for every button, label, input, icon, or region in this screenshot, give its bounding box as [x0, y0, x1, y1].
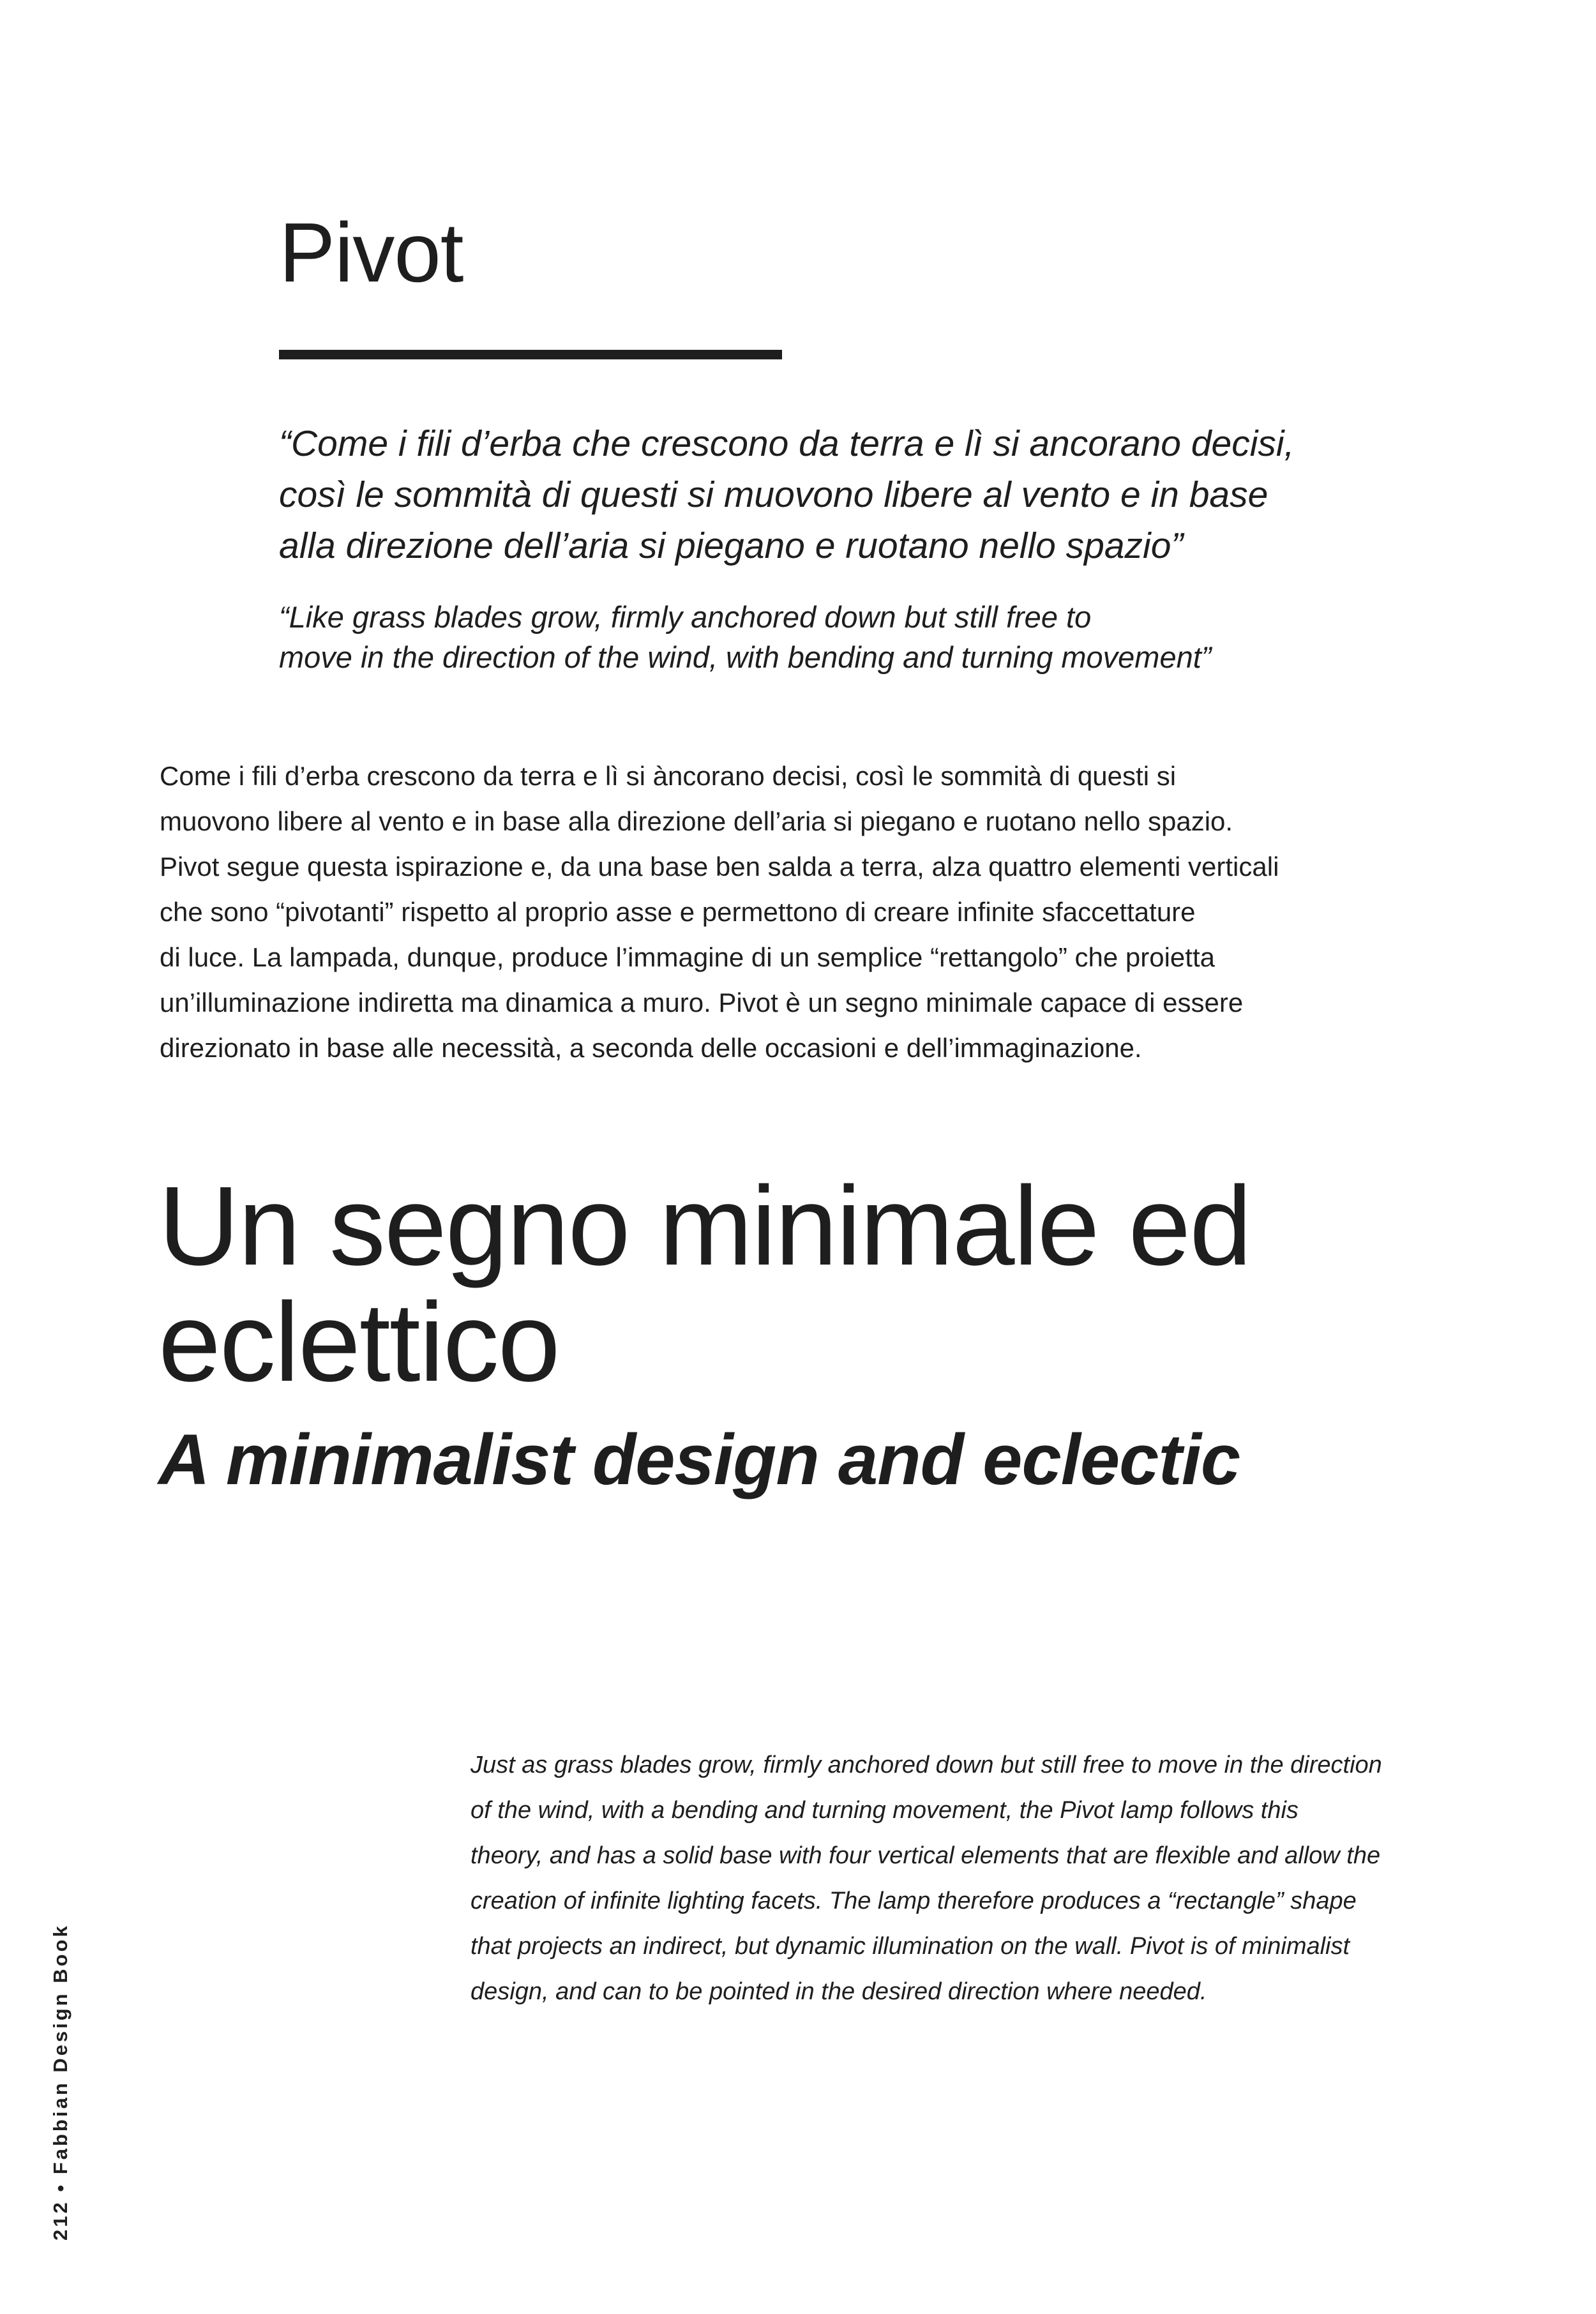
english-quote: [279, 597, 1428, 677]
page-title: Pivot: [279, 206, 463, 299]
title-underline: [279, 350, 782, 359]
italian-body-line: Pivot segue questa ispirazione e, da una base ben salda a terra, alza quattro elementi verticali: [160, 852, 1279, 882]
italian-body-line: di luce. La lampada, dunque, produce l’immagine di un semplice “rettangolo” che proietta: [160, 942, 1215, 972]
english-body-line: that projects an indirect, but dynamic illumination on the wall. Pivot is of minimalist: [471, 1933, 1350, 1960]
english-body-line: of the wind, with a bending and turning movement, the Pivot lamp follows this: [471, 1797, 1299, 1824]
english-body-line: design, and can to be pointed in the desired direction where needed.: [471, 1978, 1207, 2005]
italian-body-line: direzionato in base alle necessità, a seconda delle occasioni e dell’immaginazione.: [160, 1033, 1142, 1063]
italian-quote: [279, 418, 1428, 571]
english-body-line: creation of infinite lighting facets. The lamp therefore produces a “rectangle” shape: [471, 1888, 1357, 1914]
italian-body-line: che sono “pivotanti” rispetto al proprio asse e permettono di creare infinite sfaccettature: [160, 897, 1196, 927]
italian-body-text: [160, 753, 1468, 1071]
english-body-text: [471, 1743, 1492, 2015]
italian-quote-line: così le sommità di questi si muovono libere al vento e in base: [279, 474, 1269, 515]
italian-body-line: Come i fili d’erba crescono da terra e lì si àncorano decisi, così le sommità di questi si: [160, 761, 1177, 791]
english-body-line: theory, and has a solid base with four vertical elements that are flexible and allow the: [471, 1842, 1381, 1869]
section-heading-line: Un segno minimale ed: [158, 1164, 1251, 1289]
english-quote-line: “Like grass blades grow, firmly anchored down but still free to: [279, 600, 1092, 634]
page-folio: 212 • Fabbian Design Book: [49, 1923, 72, 2241]
section-heading: [158, 1164, 1563, 1405]
italian-quote-line: “Come i fili d’erba che crescono da terra e lì si ancorano decisi,: [279, 423, 1295, 464]
english-quote-line: move in the direction of the wind, with bending and turning movement”: [279, 640, 1212, 674]
italian-body-line: un’illuminazione indiretta ma dinamica a muro. Pivot è un segno minimale capace di essere: [160, 988, 1244, 1018]
section-subheading: A minimalist design and eclectic: [158, 1420, 1240, 1499]
italian-body-line: muovono libere al vento e in base alla direzione dell’aria si piegano e ruotano nello spazio.: [160, 806, 1233, 836]
english-body-line: Just as grass blades grow, firmly anchored down but still free to move in the direction: [471, 1752, 1382, 1778]
italian-quote-line: alla direzione dell’aria si piegano e ruotano nello spazio”: [279, 525, 1184, 566]
section-heading-line: eclettico: [158, 1280, 559, 1405]
